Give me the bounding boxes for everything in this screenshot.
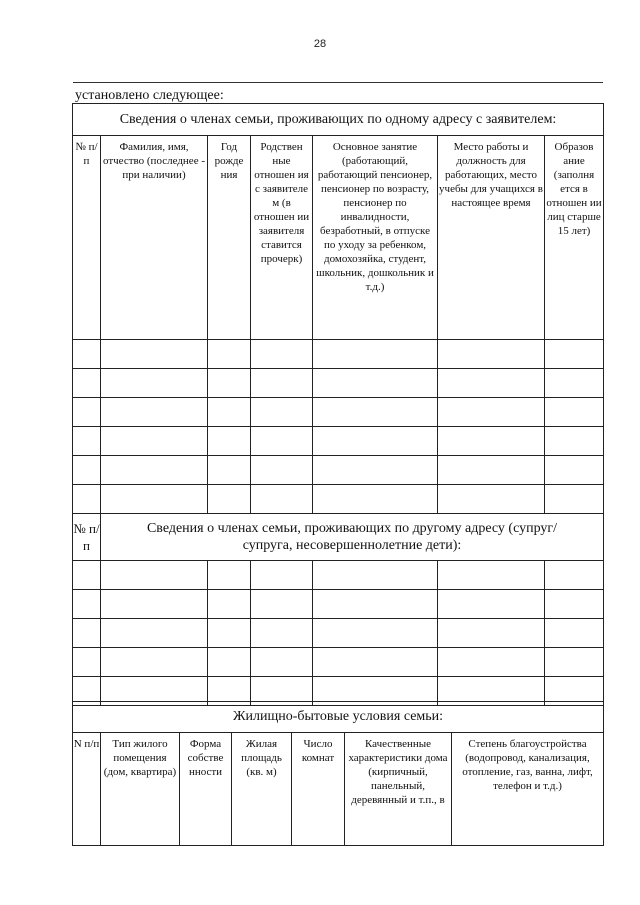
col-full-name: Фамилия, имя, отчество (последнее - при наличии) [101, 136, 208, 340]
table-cell[interactable] [73, 427, 101, 456]
table-row [73, 427, 604, 456]
table-cell[interactable] [101, 427, 208, 456]
table-cell[interactable] [73, 340, 101, 369]
table-cell[interactable] [73, 485, 101, 514]
table-cell[interactable] [208, 485, 251, 514]
col-room-count: Число комнат [292, 733, 345, 846]
table-cell[interactable] [545, 369, 604, 398]
table-cell[interactable] [251, 369, 313, 398]
section3-header-row [73, 733, 604, 846]
table-cell[interactable] [208, 619, 251, 648]
table-cell[interactable] [438, 427, 545, 456]
table-cell[interactable] [545, 590, 604, 619]
table-cell[interactable] [208, 561, 251, 590]
table-cell[interactable] [313, 427, 438, 456]
table-cell[interactable] [545, 648, 604, 677]
table-cell[interactable] [251, 398, 313, 427]
table-cell[interactable] [313, 456, 438, 485]
table-cell[interactable] [438, 369, 545, 398]
table-cell[interactable] [251, 619, 313, 648]
table-cell[interactable] [73, 648, 101, 677]
table-cell[interactable] [101, 648, 208, 677]
section2-header-row [73, 514, 604, 561]
table-cell[interactable] [545, 619, 604, 648]
table-cell[interactable] [438, 561, 545, 590]
table-row [73, 340, 604, 369]
table-cell[interactable] [101, 590, 208, 619]
table-cell[interactable] [73, 456, 101, 485]
col-dwelling-type: Тип жилого помещения (дом, квартира) [101, 733, 180, 846]
table-cell[interactable] [545, 427, 604, 456]
table-cell[interactable] [545, 485, 604, 514]
table-row [73, 648, 604, 677]
table-cell[interactable] [313, 398, 438, 427]
col-living-area: Жилая площадь (кв. м) [232, 733, 292, 846]
col-ownership-form: Форма собстве нности [180, 733, 232, 846]
table-cell[interactable] [208, 427, 251, 456]
table-row [73, 398, 604, 427]
col-relationship: Родствен ные отношен ия с заявителе м (в отношен ии заявителя ставится прочерк) [251, 136, 313, 340]
table-row [73, 485, 604, 514]
table-cell[interactable] [101, 340, 208, 369]
table-cell[interactable] [73, 590, 101, 619]
col-workplace: Место работы и должность для работающих, место учебы для учащихся в настоящее время [438, 136, 545, 340]
table-cell[interactable] [251, 485, 313, 514]
section1-title: Сведения о членах семьи, проживающих по одному адресу с заявителем: [73, 104, 604, 136]
table-cell[interactable] [73, 561, 101, 590]
table-cell[interactable] [101, 485, 208, 514]
table-cell[interactable] [438, 648, 545, 677]
table-row [73, 590, 604, 619]
page-number: 28 [313, 38, 327, 50]
table-cell[interactable] [313, 340, 438, 369]
table-cell[interactable] [313, 590, 438, 619]
col-number: № п/п [73, 136, 101, 340]
table-cell[interactable] [545, 340, 604, 369]
table-cell[interactable] [438, 456, 545, 485]
table-cell[interactable] [208, 456, 251, 485]
col-occupation: Основное занятие (работающий, работающий пенсионер, пенсионер по возрасту, пенсионер по инвалидности, безработный, в отпуске по уходу за ребенком, домохозяйка, студент, школьник, дошкольник и т.д.) [313, 136, 438, 340]
table-cell[interactable] [208, 398, 251, 427]
table-cell[interactable] [251, 561, 313, 590]
header-rule [73, 82, 603, 83]
table-cell[interactable] [251, 340, 313, 369]
table-cell[interactable] [438, 485, 545, 514]
table-cell[interactable] [313, 369, 438, 398]
table-cell[interactable] [208, 648, 251, 677]
table-row [73, 456, 604, 485]
col-number: N п/п [73, 733, 101, 846]
table-cell[interactable] [313, 561, 438, 590]
table-cell[interactable] [438, 619, 545, 648]
table-cell[interactable] [545, 398, 604, 427]
table-row [73, 369, 604, 398]
intro-text: установлено следующее: [75, 88, 224, 103]
table-cell[interactable] [101, 369, 208, 398]
table-cell[interactable] [251, 590, 313, 619]
table-cell[interactable] [73, 619, 101, 648]
table-cell[interactable] [208, 369, 251, 398]
col-education: Образов ание (заполня ется в отношен ии лиц старше 15 лет) [545, 136, 604, 340]
table-cell[interactable] [313, 648, 438, 677]
table-cell[interactable] [545, 456, 604, 485]
table-cell[interactable] [101, 456, 208, 485]
table-cell[interactable] [438, 398, 545, 427]
table-cell[interactable] [208, 340, 251, 369]
section3-title: Жилищно-бытовые условия семьи: [73, 702, 604, 733]
table-cell[interactable] [313, 485, 438, 514]
section2-col-number: № п/п [73, 514, 101, 561]
table-cell[interactable] [313, 619, 438, 648]
table-cell[interactable] [438, 590, 545, 619]
table-cell[interactable] [545, 561, 604, 590]
table-row [73, 619, 604, 648]
col-house-characteristics: Качественные характеристики дома (кирпичный, панельный, деревянный и т.п., в [345, 733, 452, 846]
section1-header-row [73, 136, 604, 340]
table-cell[interactable] [251, 427, 313, 456]
table-cell[interactable] [101, 398, 208, 427]
table-cell[interactable] [251, 456, 313, 485]
table-cell[interactable] [101, 561, 208, 590]
table-cell[interactable] [438, 340, 545, 369]
living-conditions-table [72, 701, 604, 846]
family-members-table [72, 103, 604, 706]
section2-title: Сведения о членах семьи, проживающих по другому адресу (супруг/супруга, несовершеннолетние дети): [101, 514, 604, 561]
col-amenities: Степень благоустройства (водопровод, канализация, отопление, газ, ванна, лифт, телефон и т.д.) [452, 733, 604, 846]
table-cell[interactable] [73, 369, 101, 398]
table-row [73, 561, 604, 590]
table-cell[interactable] [208, 590, 251, 619]
table-cell[interactable] [73, 398, 101, 427]
table-cell[interactable] [101, 619, 208, 648]
col-birth-year: Год рожде ния [208, 136, 251, 340]
table-cell[interactable] [251, 648, 313, 677]
